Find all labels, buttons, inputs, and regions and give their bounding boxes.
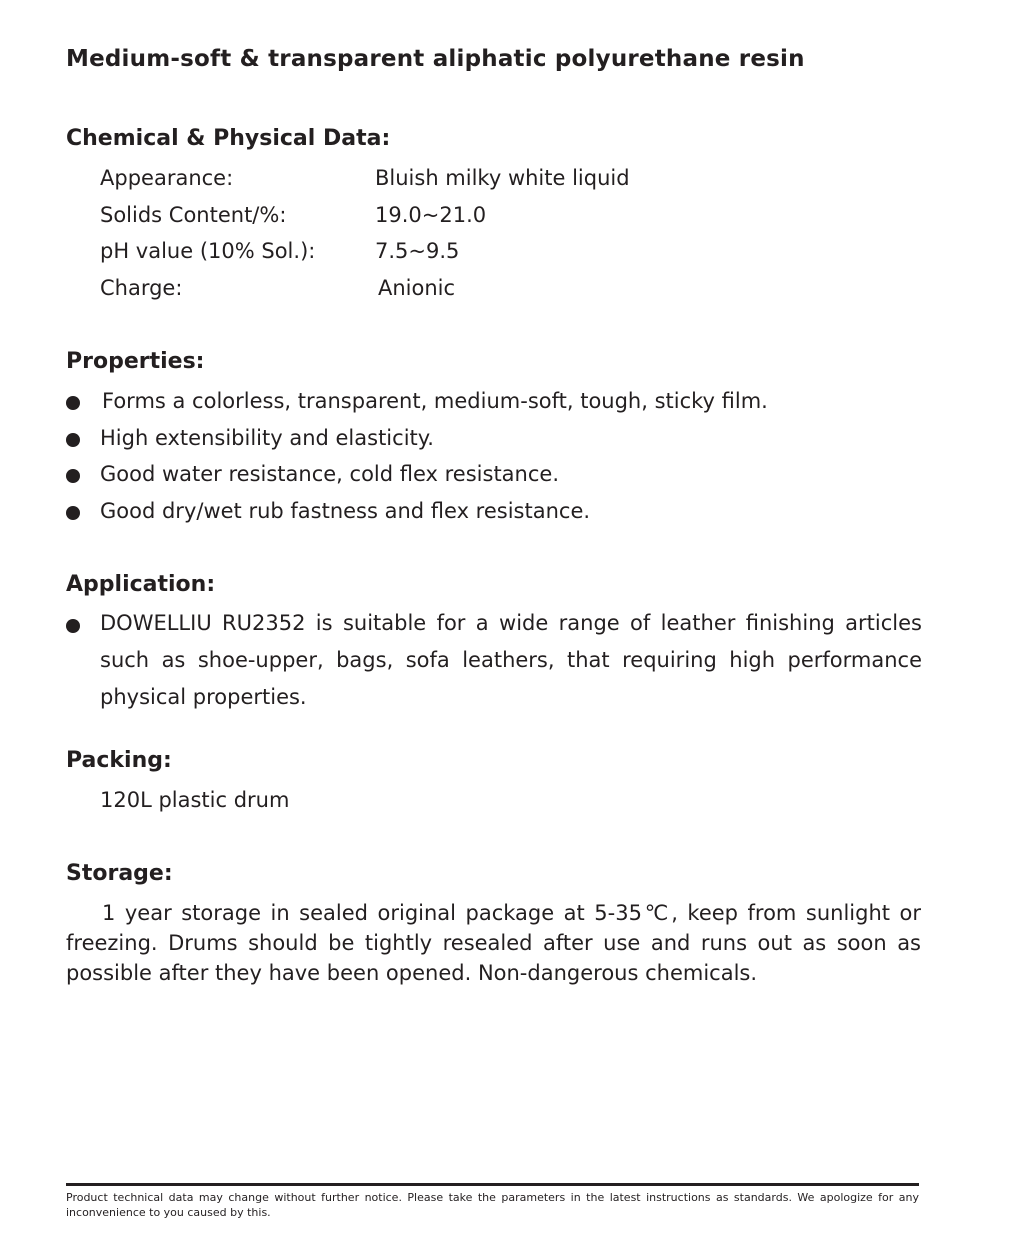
data-value: Bluish milky white liquid	[375, 166, 630, 190]
data-value: 7.5~9.5	[375, 239, 460, 263]
bullet-icon	[66, 469, 80, 483]
bullet-icon	[66, 433, 80, 447]
document-title: Medium-soft & transparent aliphatic polyurethane resin	[66, 46, 805, 72]
data-label: pH value (10% Sol.):	[100, 239, 316, 263]
list-item-text: Good water resistance, cold flex resistance.	[100, 462, 559, 486]
bullet-icon	[66, 506, 80, 520]
chemical-data-heading: Chemical & Physical Data:	[66, 126, 391, 151]
list-item-text: Good dry/wet rub fastness and flex resistance.	[100, 499, 591, 523]
data-label: Solids Content/%:	[100, 203, 287, 227]
footer-disclaimer: Product technical data may change without further notice. Please take the parameters in the latest instructions as standards. We apologize for any inconvenience to you caused by this.	[66, 1191, 919, 1219]
list-item-text: High extensibility and elasticity.	[100, 426, 434, 450]
properties-heading: Properties:	[66, 349, 205, 374]
list-item-text: DOWELLIU RU2352 is suitable for a wide range of leather finishing articles such as shoe-upper, bags, sofa leathers, that requiring high performance physical properties.	[100, 611, 922, 709]
storage-text: 1 year storage in sealed original package at 5-35℃, keep from sunlight or freezing. Drums should be tightly resealed after use and runs out as soon as possible after they have been opened. Non-dangerous chemicals.	[66, 901, 921, 985]
application-heading: Application:	[66, 572, 216, 597]
packing-heading: Packing:	[66, 748, 172, 773]
data-label: Charge:	[100, 276, 183, 300]
list-item-text: Forms a colorless, transparent, medium-soft, tough, sticky film.	[102, 389, 768, 413]
bullet-icon	[66, 619, 80, 633]
data-value: Anionic	[378, 276, 456, 300]
footer-divider	[66, 1183, 919, 1186]
data-label: Appearance:	[100, 166, 234, 190]
storage-heading: Storage:	[66, 861, 173, 886]
packing-text: 120L plastic drum	[100, 788, 290, 812]
bullet-icon	[66, 396, 80, 410]
data-value: 19.0~21.0	[375, 203, 487, 227]
